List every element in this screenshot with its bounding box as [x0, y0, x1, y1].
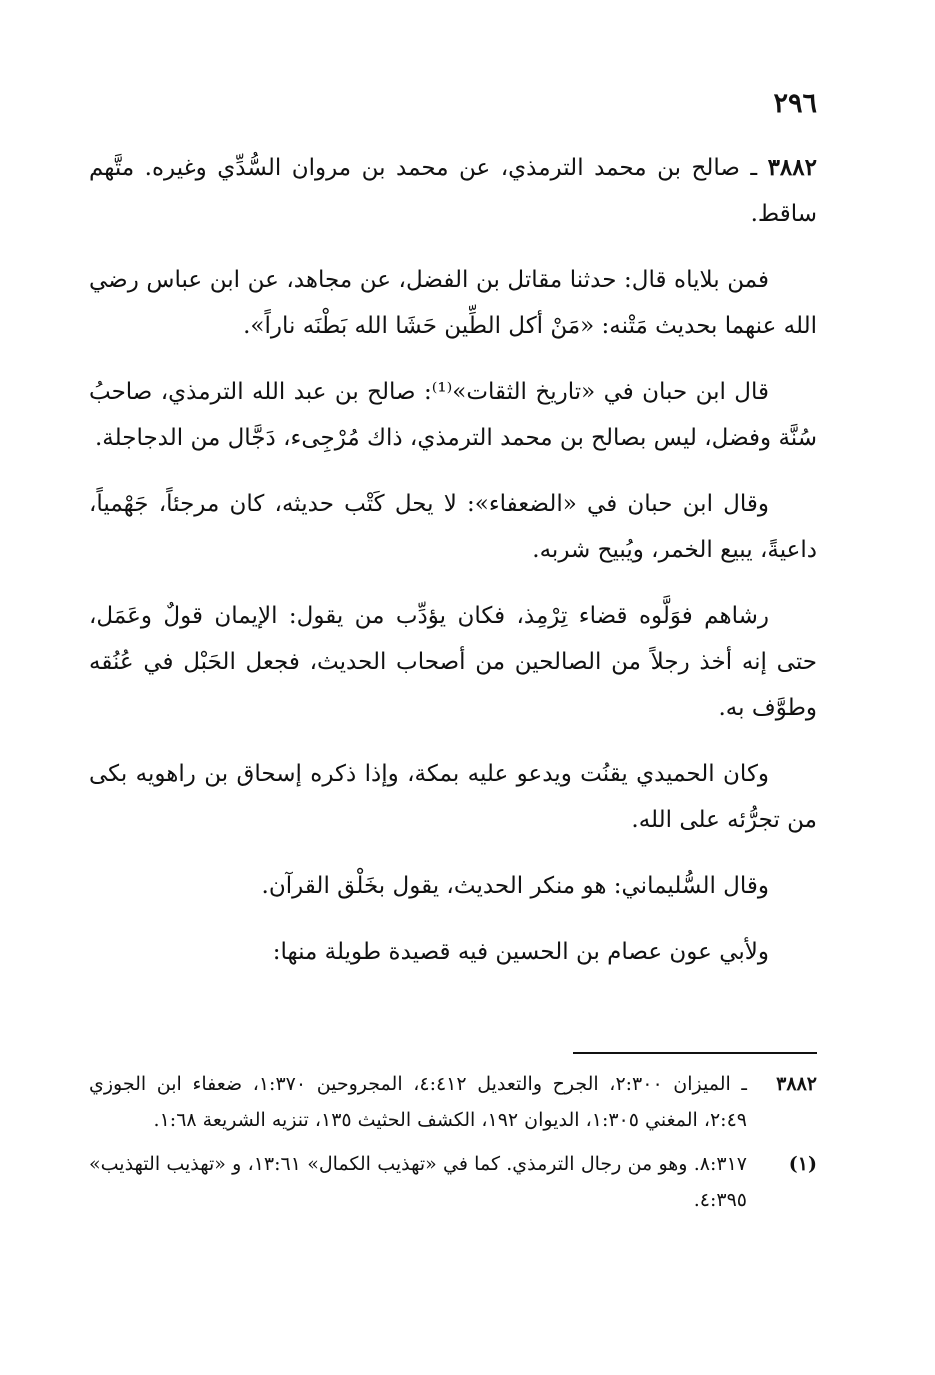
entry-number: ٣٨٨٢ — [767, 154, 817, 181]
footnote — [89, 1066, 817, 1138]
paragraph: وكان الحميدي يقنُت ويدعو عليه بمكة، وإذا ذكره إسحاق بن راهويه بكى من تجرُّئه على الله. — [89, 761, 817, 833]
paragraph: فمن بلاياه قال: حدثنا مقاتل بن الفضل، عن مجاهد، عن ابن عباس رضي الله عنهما بحديث مَتْنه: «مَنْ أكل الطِّين حَشَا الله بَطْنَه ناراً». — [89, 267, 817, 339]
paragraph: وقال ابن حبان في «الضعفاء»: لا يحل كَتْب حديثه، كان مرجئاً، جَهْمياً، داعيةً، يبيع الخمر، ويُبيح شربه. — [89, 491, 817, 563]
footnote — [89, 1146, 817, 1218]
footnote-label: (١) — [788, 1153, 817, 1175]
main-text — [89, 145, 817, 995]
paragraph: وقال السُّليماني: هو منكر الحديث، يقول بخَلْق القرآن. — [261, 873, 769, 899]
paragraph: قال ابن حبان في «تاريخ الثقات»⁽¹⁾: صالح بن عبد الله الترمذي، صاحبُ سُنَّة وفضل، ليس بصالح بن محمد الترمذي، ذاك مُرْجِىء، دَجَّال من الدجاجلة. — [89, 379, 817, 451]
page-number: ٢٩٦ — [773, 88, 817, 119]
entry-paragraph — [89, 145, 817, 237]
entry-text: ـ صالح بن محمد الترمذي، عن محمد بن مروان السُّدِّي وغيره. متَّهم ساقط. — [89, 155, 817, 227]
footnote-label: ٣٨٨٢ — [776, 1073, 817, 1095]
footnote-divider — [573, 1052, 817, 1054]
footnote-text: ٨:٣١٧. وهو من رجال الترمذي. كما في «تهذيب الكمال» ١٣:٦١، و «تهذيب التهذيب» ٤:٣٩٥. — [89, 1153, 747, 1211]
footnotes — [89, 1066, 817, 1226]
footnote-text: ـ الميزان ٢:٣٠٠، الجرح والتعديل ٤:٤١٢، المجروحين ١:٣٧٠، ضعفاء ابن الجوزي ٢:٤٩، المغني ١:٣٠٥، الديوان ١٩٢، الكشف الحثيث ١٣٥، تنزيه الشريعة ١:٦٨. — [89, 1073, 747, 1131]
paragraph: ولأبي عون عصام بن الحسين فيه قصيدة طويلة منها: — [272, 939, 769, 965]
paragraph: رشاهم فوَلَّوه قضاء تِرْمِذ، فكان يؤدِّب من يقول: الإيمان قولٌ وعَمَل، حتى إنه أخذ رجلاً من الصالحين من أصحاب الحديث، فجعل الحَبْل في عُنُقه وطوَّف به. — [89, 603, 817, 721]
